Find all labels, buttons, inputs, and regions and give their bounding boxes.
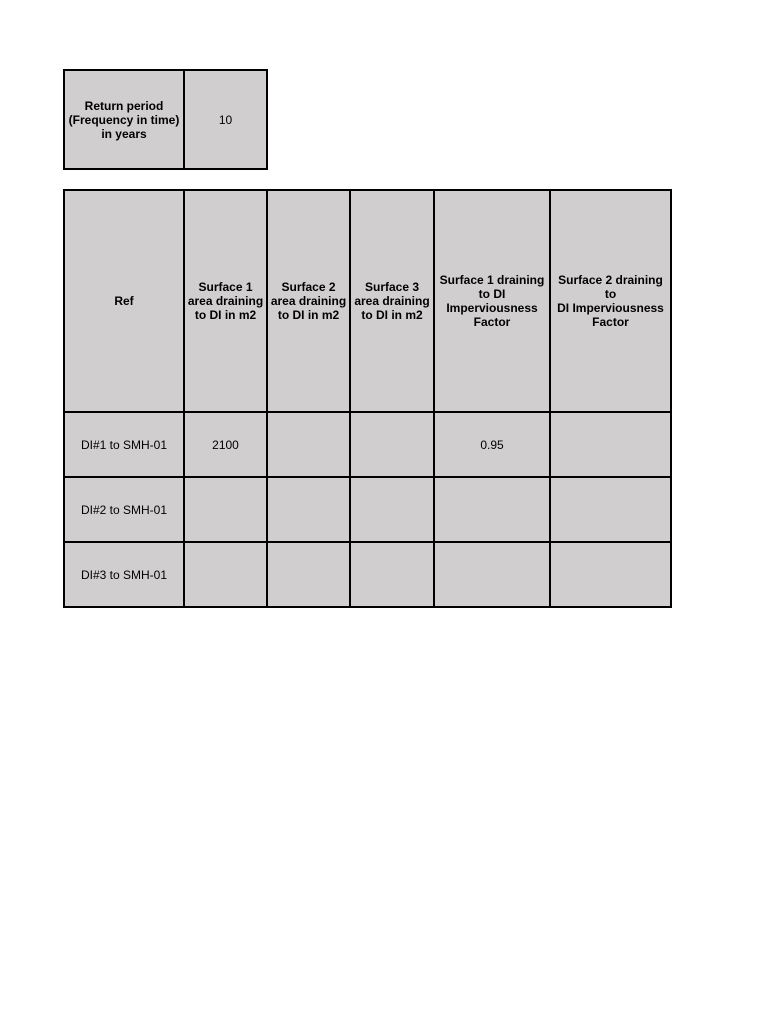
return-period-row <box>64 70 267 169</box>
cell-surface3-area[interactable] <box>350 412 434 477</box>
cell-ref[interactable]: DI#2 to SMH-01 <box>64 477 184 542</box>
cell-surface2-imperviousness[interactable] <box>550 477 671 542</box>
header-surface2-area[interactable]: Surface 2 area draining to DI in m2 <box>267 190 350 412</box>
cell-surface2-area[interactable] <box>267 477 350 542</box>
header-surface1-imperviousness[interactable]: Surface 1 draining to DI Imperviousness Factor <box>434 190 550 412</box>
cell-surface1-imperviousness[interactable]: 0.95 <box>434 412 550 477</box>
table-row <box>64 477 671 542</box>
cell-ref[interactable]: DI#1 to SMH-01 <box>64 412 184 477</box>
return-period-label[interactable]: Return period (Frequency in time) in years <box>64 70 184 169</box>
table-row <box>64 412 671 477</box>
header-row <box>64 190 671 412</box>
header-surface1-area[interactable]: Surface 1 area draining to DI in m2 <box>184 190 267 412</box>
header-ref[interactable]: Ref <box>64 190 184 412</box>
table-row <box>64 542 671 607</box>
header-surface2-imperviousness[interactable]: Surface 2 draining to DI Imperviousness Factor <box>550 190 671 412</box>
cell-ref[interactable]: DI#3 to SMH-01 <box>64 542 184 607</box>
header-surface3-area[interactable]: Surface 3 area draining to DI in m2 <box>350 190 434 412</box>
return-period-value[interactable]: 10 <box>184 70 267 169</box>
cell-surface3-area[interactable] <box>350 542 434 607</box>
cell-surface1-area[interactable] <box>184 542 267 607</box>
cell-surface1-area[interactable]: 2100 <box>184 412 267 477</box>
cell-surface2-imperviousness[interactable] <box>550 412 671 477</box>
cell-surface1-imperviousness[interactable] <box>434 477 550 542</box>
cell-surface2-area[interactable] <box>267 542 350 607</box>
cell-surface1-imperviousness[interactable] <box>434 542 550 607</box>
drainage-table <box>63 189 672 608</box>
cell-surface2-area[interactable] <box>267 412 350 477</box>
cell-surface2-imperviousness[interactable] <box>550 542 671 607</box>
cell-surface3-area[interactable] <box>350 477 434 542</box>
return-period-table <box>63 69 268 170</box>
cell-surface1-area[interactable] <box>184 477 267 542</box>
